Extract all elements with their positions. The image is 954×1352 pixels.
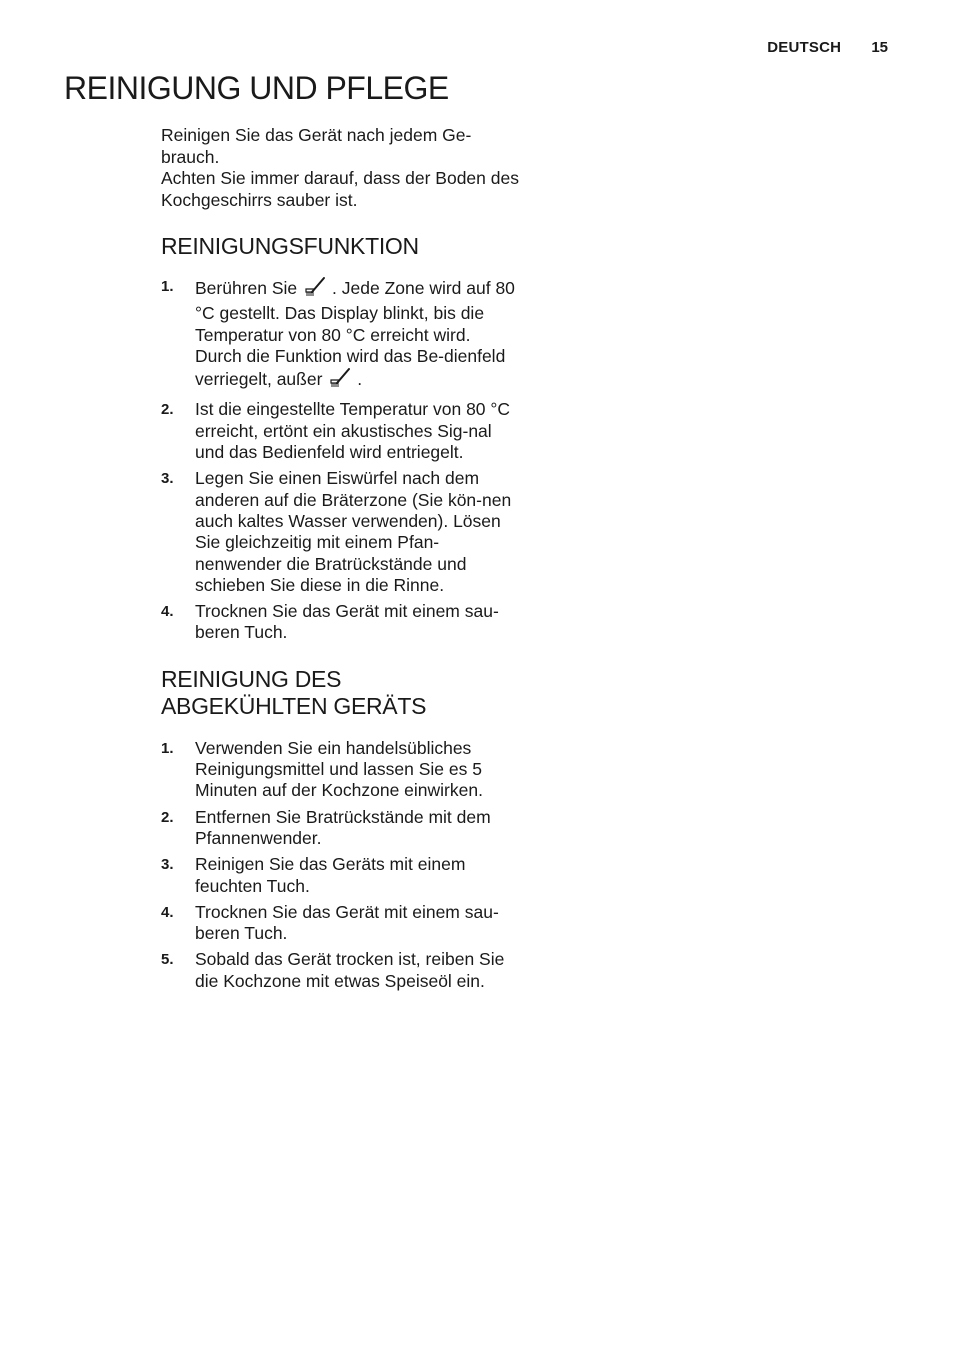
- step-number: 4.: [161, 903, 174, 921]
- section-title-line: REINIGUNG DES: [161, 665, 342, 692]
- step-text: Legen Sie einen Eiswürfel nach dem anderen auf die Bräterzone (Sie kön-nen auch kaltes Wasser verwenden). Lösen Sie gleichzeitig mit einem Pfan-nenwender die Bratrückstände und schieben Sie diese in die Rinne.: [195, 468, 512, 595]
- list-item: [161, 807, 521, 850]
- list-item: [161, 601, 521, 644]
- step-text: Reinigen Sie das Geräts mit einem feuchten Tuch.: [195, 854, 466, 896]
- step-number: 2.: [161, 808, 174, 826]
- language-label: DEUTSCH: [767, 39, 842, 56]
- step-text-part: .: [357, 369, 363, 390]
- page-header: [767, 39, 888, 56]
- list-item: [161, 854, 521, 897]
- step-number: 2.: [161, 401, 174, 419]
- intro-paragraph-1: Reinigen Sie das Gerät nach jedem Ge-brauch.: [161, 125, 472, 167]
- list-item: [161, 902, 521, 945]
- step-text: Entfernen Sie Bratrückstände mit dem Pfannenwender.: [195, 806, 491, 848]
- section-title-cooled-device: [161, 666, 521, 720]
- list-item: [161, 738, 521, 802]
- page-number: 15: [871, 39, 888, 56]
- cleaning-scraper-icon: [304, 276, 328, 303]
- step-number: 1.: [161, 278, 174, 295]
- step-text-part: Berühren Sie: [195, 278, 298, 298]
- step-text: Ist die eingestellte Temperatur von 80 °C erreicht, ertönt ein akustisches Sig-nal und das Bedienfeld wird entriegelt.: [195, 399, 511, 463]
- step-number: 3.: [161, 470, 174, 488]
- step-number: 5.: [161, 951, 174, 969]
- list-item: [161, 468, 521, 596]
- step-number: 4.: [161, 603, 174, 621]
- step-text: Verwenden Sie ein handelsübliches Reinigungsmittel und lassen Sie es 5 Minuten auf der Kochzone einwirken.: [195, 737, 483, 801]
- step-text-part: . Jede Zone wird auf 80 °C gestellt. Das Display blinkt, bis die Temperatur von 80 °C erreicht wird. Durch die Funktion wird das Be-dienfeld verriegelt, außer: [195, 278, 515, 390]
- step-text: Trocknen Sie das Gerät mit einem sau-beren Tuch.: [195, 601, 499, 643]
- intro-text: [161, 125, 521, 211]
- step-number: 3.: [161, 856, 174, 874]
- step-number: 1.: [161, 739, 174, 757]
- list-item: [161, 276, 521, 394]
- section-title-line: ABGEKÜHLTEN GERÄTS: [161, 692, 427, 719]
- cleaning-function-steps: [161, 276, 521, 644]
- list-item: [161, 399, 521, 463]
- list-item: [161, 949, 521, 992]
- page-title: REINIGUNG UND PFLEGE: [64, 70, 449, 106]
- step-text: Trocknen Sie das Gerät mit einem sau-beren Tuch.: [195, 901, 499, 944]
- section-title-cleaning-function: REINIGUNGSFUNKTION: [161, 233, 419, 259]
- cleaning-scraper-icon: [329, 367, 353, 394]
- intro-paragraph-2: Achten Sie immer darauf, dass der Boden des Kochgeschirrs sauber ist.: [161, 168, 519, 210]
- cooled-device-steps: [161, 738, 521, 992]
- main-content: [161, 125, 521, 997]
- step-text: Sobald das Gerät trocken ist, reiben Sie die Kochzone mit etwas Speiseöl ein.: [195, 949, 505, 991]
